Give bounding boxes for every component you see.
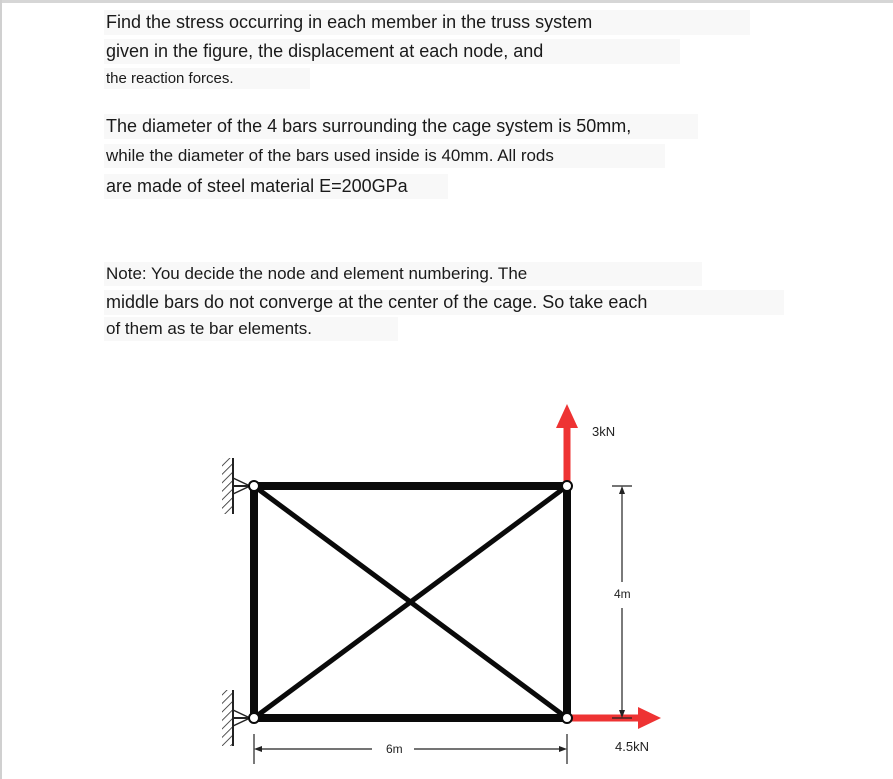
node-bottom-left <box>249 713 259 723</box>
top-wall-support <box>222 458 252 514</box>
load-label-vertical: 3kN <box>592 424 616 439</box>
problem-text-line-3: the reaction forces. <box>104 68 310 89</box>
height-dimension-line <box>612 486 632 718</box>
node-top-right <box>562 481 572 491</box>
node-top-left <box>249 481 259 491</box>
note-text-line-2: middle bars do not converge at the center of the cage. So take each <box>104 290 784 315</box>
note-text-line-1: Note: You decide the node and element numbering. The <box>104 262 702 286</box>
problem-text-line-2: given in the figure, the displacement at each node, and <box>104 39 680 64</box>
load-label-horizontal: 4.5kN <box>615 739 649 754</box>
load-arrow-vertical <box>556 404 578 482</box>
diameter-text-line-3: are made of steel material E=200GPa <box>104 174 448 199</box>
diameter-text-line-1: The diameter of the 4 bars surrounding the cage system is 50mm, <box>104 114 698 139</box>
note-text-line-3: of them as te bar elements. <box>104 317 398 341</box>
node-bottom-right <box>562 713 572 723</box>
height-dimension-label: 4m <box>614 587 631 601</box>
problem-text-line-1: Find the stress occurring in each member in the truss system <box>104 10 750 35</box>
bottom-wall-support <box>222 690 252 746</box>
diameter-text-line-2: while the diameter of the bars used inside is 40mm. All rods <box>104 144 665 168</box>
width-dimension-label: 6m <box>386 742 403 756</box>
width-dimension-line <box>254 734 567 764</box>
